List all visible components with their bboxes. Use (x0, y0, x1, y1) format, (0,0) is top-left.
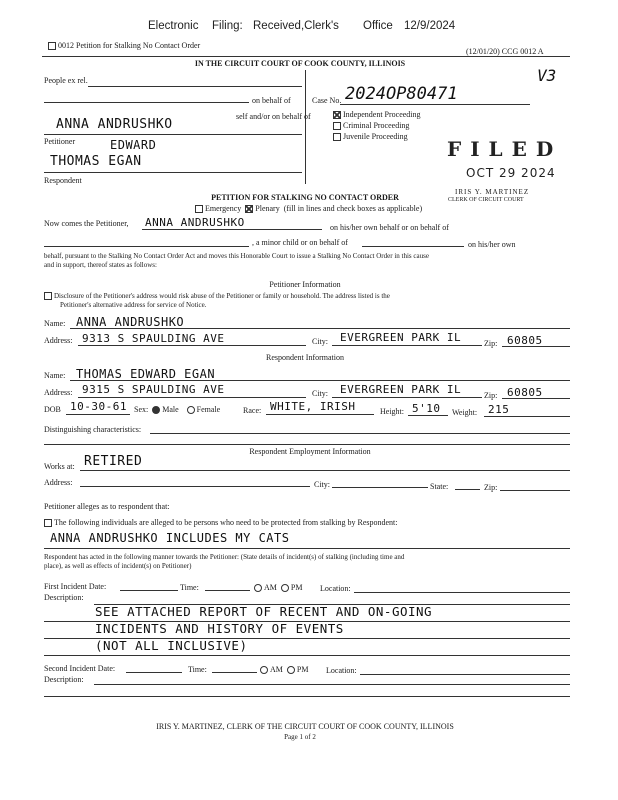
case-no-label: Case No. (312, 96, 342, 105)
petitioner-name-hw: ANNA ANDRUSHKO (56, 117, 173, 132)
height-label: Height: (380, 407, 404, 416)
petitioner-label: Petitioner (44, 137, 76, 146)
disclosure-line-2: Petitioner's alternative address for service of Notice. (60, 301, 207, 309)
efiling-word-3: Received,Clerk's (253, 20, 339, 32)
respondent-name-hw: THOMAS EGAN (50, 154, 142, 169)
race-line (266, 414, 374, 415)
pet-zip-hw: 60805 (507, 334, 543, 347)
female-radio[interactable] (187, 406, 195, 414)
proceeding-criminal (333, 121, 409, 130)
works-at-label: Works at: (44, 462, 75, 471)
petitioner-line2-hw: EDWARD (110, 138, 157, 152)
form-code: (12/01/20) CCG 0012 A (466, 47, 544, 56)
case-no-hw: 2024OP80471 (345, 84, 458, 104)
criminal-label: Criminal Proceeding (343, 121, 410, 130)
respondent-info-heading: Respondent Information (266, 353, 344, 362)
emergency-label: Emergency (205, 204, 242, 213)
self-and-or-label: self and/or on behalf of (236, 112, 311, 121)
employer-city-label: City: (314, 480, 331, 489)
pet-name-label: Name: (44, 319, 66, 328)
resp-zip-line (502, 398, 570, 399)
male-radio[interactable] (152, 406, 160, 414)
resp-name-hw: THOMAS EDWARD EGAN (76, 367, 216, 381)
proceeding-juvenile (333, 132, 408, 141)
efiling-word-4: Office (363, 20, 393, 32)
form-title (48, 41, 200, 50)
employer-city-line (332, 487, 428, 488)
independent-checkbox[interactable] (333, 111, 341, 119)
filed-stamp: FILED (447, 137, 563, 161)
employer-zip-label: Zip: (484, 483, 498, 492)
form-title-checkbox (48, 42, 56, 50)
resp-address-line (78, 397, 306, 398)
first-am-radio[interactable] (254, 584, 262, 592)
resp-dob-label: DOB (44, 405, 61, 414)
criminal-checkbox[interactable] (333, 122, 341, 130)
weight-line (484, 416, 570, 417)
emergency-checkbox[interactable] (195, 205, 203, 213)
independent-label: Independent Proceeding (343, 110, 421, 119)
petitioner-info-heading: Petitioner Information (269, 280, 341, 289)
pet-name-hw: ANNA ANDRUSHKO (76, 315, 185, 329)
alleges-label: Petitioner alleges as to respondent that: (44, 502, 170, 511)
behalf-text-2: and in support, thereof states as follows: (44, 261, 157, 269)
petitioner-name-line (44, 134, 302, 135)
employment-heading: Respondent Employment Information (249, 447, 371, 456)
second-time-line (212, 672, 257, 673)
works-at-hw: RETIRED (84, 454, 143, 469)
resp-address-hw: 9315 S SPAULDING AVE (82, 383, 225, 396)
height-hw: 5'10 (412, 402, 441, 415)
proceeding-independent (333, 110, 421, 119)
disclosure-line-1 (44, 292, 390, 300)
first-pm-radio[interactable] (281, 584, 289, 592)
efiling-word-2: Filing: (212, 20, 243, 32)
second-am-radio[interactable] (260, 666, 268, 674)
stamp-clerk-name: IRIS Y. MARTINEZ (455, 188, 530, 196)
protected-text: The following individuals are alleged to be persons who need to be protected from stalking by Respondent: (54, 518, 398, 527)
minor-clause: , a minor child or on behalf of (252, 238, 348, 247)
second-location-label: Location: (326, 666, 357, 675)
people-line (88, 86, 302, 87)
first-ampm (252, 583, 302, 592)
second-incident-label: Second Incident Date: (44, 664, 116, 673)
first-time-label: Time: (180, 583, 199, 592)
first-incident-date-line (120, 590, 178, 591)
distinguishing-line-2 (44, 444, 570, 445)
footer-page: Page 1 of 2 (284, 733, 316, 741)
first-time-line (205, 590, 250, 591)
on-own-behalf-label: on his/her own behalf or on behalf of (330, 223, 449, 232)
pet-name-line (70, 328, 570, 329)
pet-city-hw: EVERGREEN PARK IL (340, 331, 462, 344)
disclosure-text-1: Disclosure of the Petitioner's address would risk abuse of the Petitioner or family or household. The address listed is the (54, 292, 390, 300)
disclosure-checkbox[interactable] (44, 292, 52, 300)
his-her-own: on his/her own (468, 240, 516, 249)
employer-state-label: State: (430, 482, 449, 491)
height-line (408, 415, 448, 416)
first-description-label: Description: (44, 593, 84, 602)
respondent-name-line (44, 172, 302, 173)
second-description-label: Description: (44, 675, 84, 684)
now-comes-label: Now comes the Petitioner, (44, 219, 129, 228)
second-desc-line-1 (94, 684, 570, 685)
resp-city-line (332, 397, 482, 398)
first-desc-line-4 (44, 655, 570, 656)
sex-field (134, 405, 220, 414)
distinguishing-label: Distinguishing characteristics: (44, 425, 142, 434)
sex-label: Sex: (134, 405, 149, 414)
first-location-label: Location: (320, 584, 351, 593)
second-ampm (258, 665, 308, 674)
pet-address-line (78, 345, 306, 346)
race-label: Race: (243, 406, 262, 415)
description-hw-2: INCIDENTS AND HISTORY OF EVENTS (95, 621, 344, 636)
court-title: IN THE CIRCUIT COURT OF COOK COUNTY, ILLINOIS (194, 59, 406, 68)
order-types (195, 204, 422, 213)
people-ex-rel-label: People ex rel. (44, 76, 88, 85)
behalf-line (44, 102, 249, 103)
respondent-label: Respondent (44, 176, 82, 185)
juvenile-checkbox[interactable] (333, 133, 341, 141)
pet-zip-line (502, 346, 570, 347)
pet-address-label: Address: (44, 336, 73, 345)
second-pm-radio[interactable] (287, 666, 295, 674)
male-label: Male (162, 405, 179, 414)
acted-text-2: place), as well as effects of incident(s) on Petitioner) (44, 562, 192, 570)
second-desc-line-2 (44, 696, 570, 697)
protected-line (44, 548, 570, 549)
resp-city-hw: EVERGREEN PARK IL (340, 383, 462, 396)
resp-zip-hw: 60805 (507, 386, 543, 399)
second-incident-date-line (126, 672, 182, 673)
juvenile-label: Juvenile Proceeding (343, 132, 408, 141)
employer-address-line (80, 486, 310, 487)
minor-line-1 (44, 246, 249, 247)
weight-hw: 215 (488, 403, 510, 416)
now-comes-line (142, 229, 322, 230)
female-label: Female (196, 405, 221, 414)
protected-hw: ANNA ANDRUSHKO INCLUDES MY CATS (50, 531, 290, 545)
top-rule (42, 56, 570, 57)
description-hw-3: (NOT ALL INCLUSIVE) (95, 638, 248, 653)
behalf-text-1: behalf, pursuant to the Stalking No Contact Order Act and moves this Honorable Court to issue a Stalking No Contact Order in this cause (44, 252, 429, 260)
employer-zip-line (500, 490, 570, 491)
resp-dob-hw: 10-30-61 (70, 400, 127, 413)
minor-line-2 (362, 246, 464, 247)
now-comes-hw: ANNA ANDRUSHKO (145, 216, 245, 229)
employer-state-line (455, 489, 480, 490)
acted-text-1: Respondent has acted in the following manner towards the Petitioner: (State details of incident(s) of stalking (including time and (44, 553, 405, 561)
resp-zip-label: Zip: (484, 391, 498, 400)
filed-stamp-date: OCT 29 2024 (466, 166, 556, 180)
distinguishing-line-1 (150, 433, 570, 434)
on-behalf-of-label: on behalf of (252, 96, 291, 105)
efiling-word-5: 12/9/2024 (404, 20, 456, 32)
resp-city-label: City: (312, 389, 329, 398)
efiling-word-1: Electronic (148, 20, 199, 32)
pet-city-line (332, 345, 482, 346)
employer-address-label: Address: (44, 478, 73, 487)
petition-title: PETITION FOR STALKING NO CONTACT ORDER (211, 193, 399, 202)
second-am-label: AM (270, 665, 283, 674)
weight-label: Weight: (452, 408, 478, 417)
footer-clerk-line: IRIS Y. MARTINEZ, CLERK OF THE CIRCUIT COURT OF COOK COUNTY, ILLINOIS (156, 722, 454, 731)
pet-address-hw: 9313 S SPAULDING AVE (82, 332, 225, 345)
protected-row (44, 518, 397, 527)
plenary-label: Plenary (255, 204, 280, 213)
case-no-line (340, 104, 530, 105)
order-types-note: (fill in lines and check boxes as applicable) (283, 204, 423, 213)
first-incident-label: First Incident Date: (44, 582, 107, 591)
resp-dob-line (66, 414, 130, 415)
first-am-label: AM (264, 583, 277, 592)
race-hw: WHITE, IRISH (270, 400, 356, 413)
resp-name-line (70, 380, 570, 381)
second-pm-label: PM (296, 665, 309, 674)
first-location-line (354, 592, 570, 593)
works-at-line (80, 470, 570, 471)
plenary-checkbox[interactable] (245, 205, 253, 213)
pet-city-label: City: (312, 337, 329, 346)
form-title-text: 0012 Petition for Stalking No Contact Order (58, 41, 201, 50)
pet-zip-label: Zip: (484, 339, 498, 348)
description-hw-1: SEE ATTACHED REPORT OF RECENT AND ON-GOING (95, 604, 433, 619)
resp-name-label: Name: (44, 371, 66, 380)
caption-bracket (305, 70, 306, 184)
second-time-label: Time: (188, 665, 207, 674)
first-pm-label: PM (290, 583, 303, 592)
resp-address-label: Address: (44, 388, 73, 397)
protected-checkbox[interactable] (44, 519, 52, 527)
second-location-line (360, 674, 570, 675)
stamp-clerk-title: CLERK OF CIRCUIT COURT (448, 197, 524, 203)
version-mark: V3 (537, 66, 557, 85)
